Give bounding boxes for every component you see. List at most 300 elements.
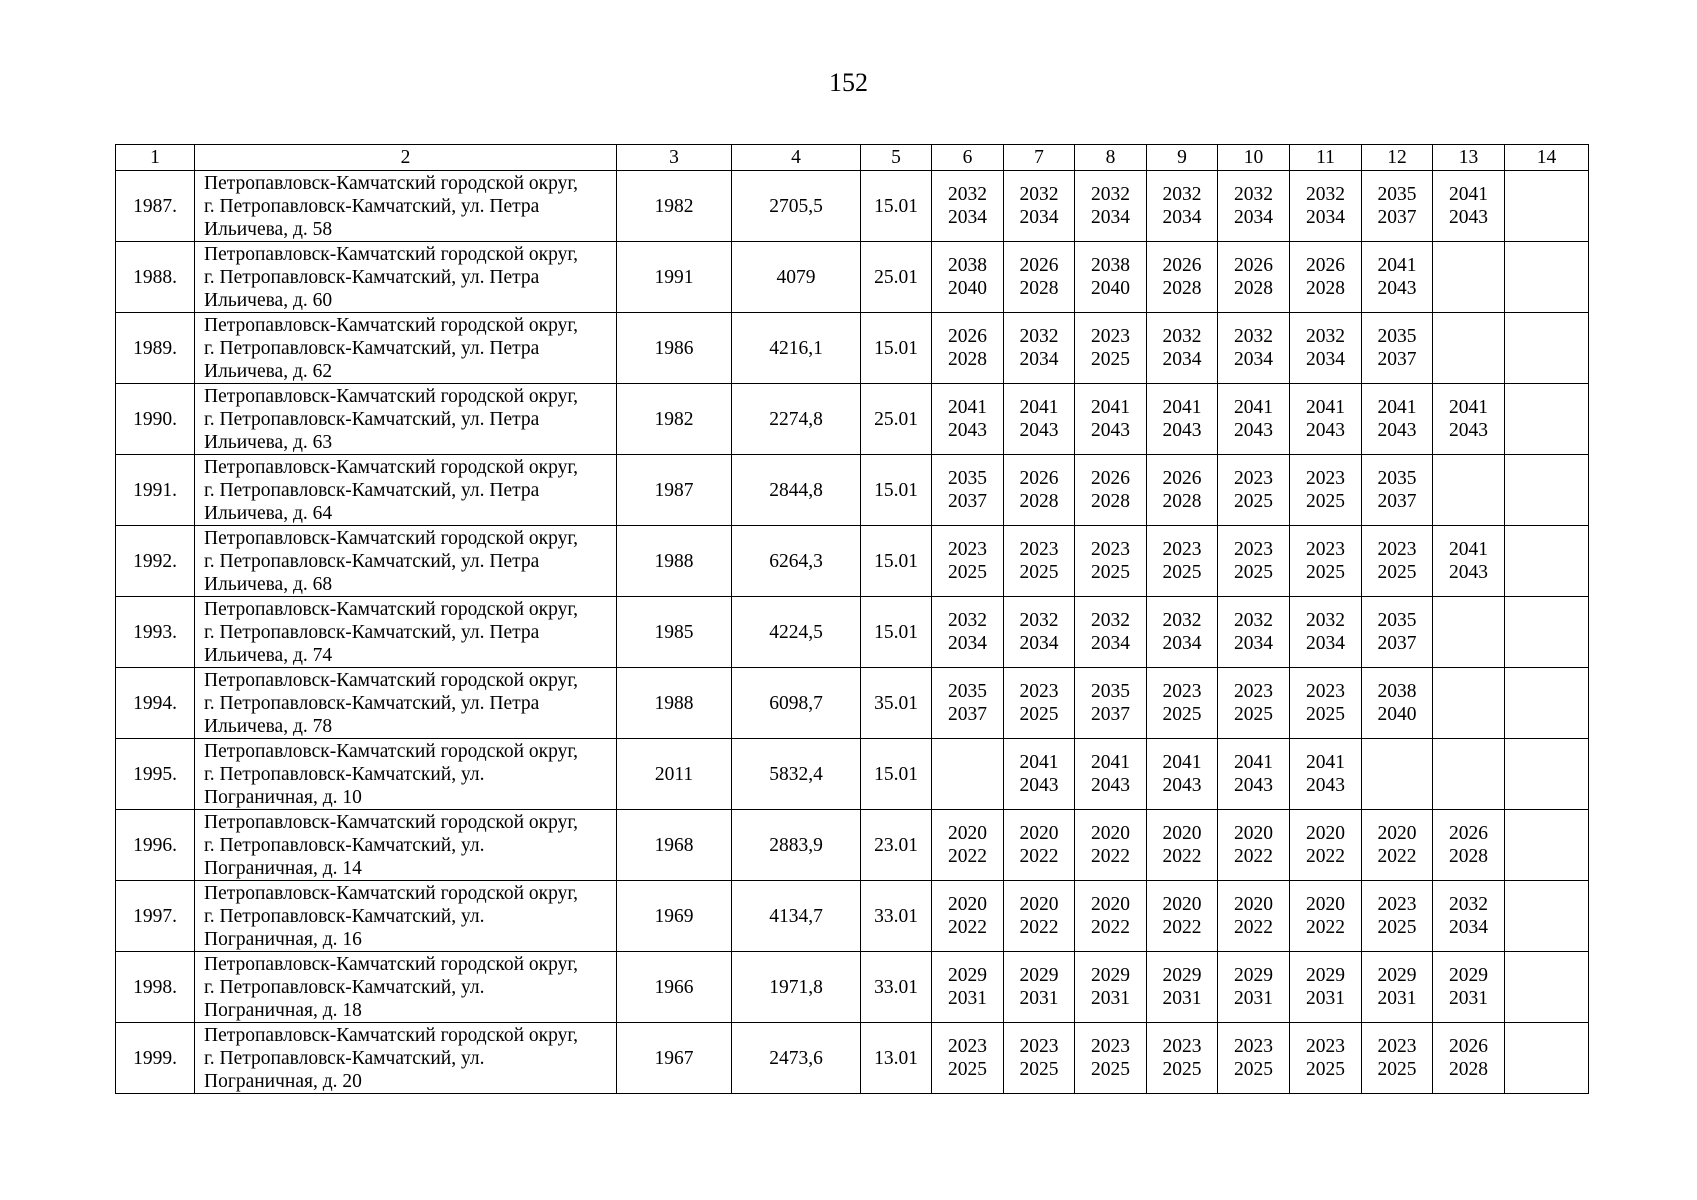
period-cell <box>1004 881 1075 952</box>
period-cell <box>1290 1023 1362 1094</box>
period-start-year: 2035 <box>1091 681 1130 702</box>
period-end-year: 2043 <box>1019 775 1059 796</box>
address-line: г. Петропавловск-Камчатский, ул. <box>204 976 485 998</box>
period-end-year: 2022 <box>1019 917 1059 938</box>
column-header: 5 <box>861 145 932 171</box>
period-cell <box>1290 597 1362 668</box>
period-end-year: 2043 <box>1306 775 1345 796</box>
period-start-year: 2032 <box>1162 184 1202 205</box>
table-row <box>116 668 1589 739</box>
row-number-cell: 1998. <box>116 952 195 1023</box>
period-start-year: 2026 <box>1162 255 1202 276</box>
period-cell <box>1004 526 1075 597</box>
period-end-year: 2034 <box>1306 349 1345 370</box>
address-line: Петропавловск-Камчатский городской округ, <box>204 456 579 478</box>
address-line: г. Петропавловск-Камчатский, ул. Петра <box>204 479 540 501</box>
table-row <box>116 597 1589 668</box>
period-end-year: 2043 <box>1449 420 1488 441</box>
period-end-year: 2043 <box>1306 420 1345 441</box>
code-cell: 15.01 <box>861 171 932 242</box>
period-cell <box>1362 526 1433 597</box>
period-end-year: 2022 <box>1377 846 1417 867</box>
period-start-year: 2020 <box>1306 823 1345 844</box>
period-start-year: 2026 <box>1306 255 1345 276</box>
period-cell <box>1505 1023 1589 1094</box>
table-row <box>116 242 1589 313</box>
period-cell <box>1433 384 1505 455</box>
period-end-year: 2022 <box>1162 846 1202 867</box>
address-line: Ильичева, д. 74 <box>204 644 333 666</box>
period-end-year: 2034 <box>1162 349 1202 370</box>
period-cell <box>932 526 1004 597</box>
address-line: Петропавловск-Камчатский городской округ, <box>204 172 579 194</box>
address-line: г. Петропавловск-Камчатский, ул. <box>204 905 485 927</box>
code-cell: 25.01 <box>861 384 932 455</box>
code-cell: 25.01 <box>861 242 932 313</box>
period-start-year: 2029 <box>1019 965 1059 986</box>
code-cell: 15.01 <box>861 526 932 597</box>
address-line: Петропавловск-Камчатский городской округ, <box>204 953 579 975</box>
period-start-year: 2041 <box>948 397 987 418</box>
column-header: 14 <box>1505 145 1589 171</box>
column-header: 2 <box>195 145 617 171</box>
period-start-year: 2032 <box>1019 326 1059 347</box>
period-end-year: 2031 <box>948 988 987 1009</box>
period-end-year: 2022 <box>1019 846 1059 867</box>
period-start-year: 2032 <box>948 610 987 631</box>
column-header: 3 <box>617 145 732 171</box>
address-line: Пограничная, д. 10 <box>204 786 362 808</box>
period-start-year: 2032 <box>1306 326 1345 347</box>
period-cell <box>1433 739 1505 810</box>
code-cell: 23.01 <box>861 810 932 881</box>
period-start-year: 2032 <box>1162 610 1202 631</box>
period-cell <box>1147 668 1218 739</box>
period-cell <box>932 810 1004 881</box>
address-cell <box>195 597 617 668</box>
period-cell <box>1505 597 1589 668</box>
period-start-year: 2029 <box>1449 965 1488 986</box>
row-number-cell: 1988. <box>116 242 195 313</box>
address-line: Пограничная, д. 18 <box>204 999 362 1021</box>
row-number-cell: 1994. <box>116 668 195 739</box>
address-cell <box>195 455 617 526</box>
period-end-year: 2031 <box>1162 988 1202 1009</box>
period-start-year: 2020 <box>1091 823 1130 844</box>
area-cell: 2883,9 <box>732 810 861 881</box>
period-start-year: 2023 <box>1306 1036 1345 1057</box>
period-end-year: 2043 <box>1449 207 1488 228</box>
period-cell <box>1433 1023 1505 1094</box>
period-start-year: 2041 <box>1377 255 1417 276</box>
period-start-year: 2041 <box>1306 752 1345 773</box>
column-header: 4 <box>732 145 861 171</box>
address-line: г. Петропавловск-Камчатский, ул. Петра <box>204 266 540 288</box>
period-cell <box>1290 242 1362 313</box>
row-number-cell: 1992. <box>116 526 195 597</box>
period-end-year: 2043 <box>1377 278 1417 299</box>
period-start-year: 2020 <box>1019 894 1059 915</box>
code-cell: 15.01 <box>861 455 932 526</box>
period-cell <box>1218 526 1290 597</box>
column-header: 12 <box>1362 145 1433 171</box>
period-start-year: 2035 <box>1377 468 1417 489</box>
area-cell: 4224,5 <box>732 597 861 668</box>
build-year-cell: 2011 <box>617 739 732 810</box>
period-start-year: 2041 <box>1449 184 1488 205</box>
address-cell <box>195 384 617 455</box>
period-start-year: 2023 <box>1091 539 1130 560</box>
code-cell: 15.01 <box>861 313 932 384</box>
period-cell <box>932 384 1004 455</box>
period-cell <box>1218 242 1290 313</box>
period-start-year: 2023 <box>1234 1036 1273 1057</box>
period-cell <box>1075 881 1147 952</box>
period-start-year: 2041 <box>1234 397 1273 418</box>
period-cell <box>1218 384 1290 455</box>
period-cell <box>1147 597 1218 668</box>
period-cell <box>1075 313 1147 384</box>
period-start-year: 2023 <box>1377 894 1417 915</box>
period-cell <box>1290 952 1362 1023</box>
period-cell <box>1362 952 1433 1023</box>
period-end-year: 2028 <box>1234 278 1273 299</box>
period-start-year: 2026 <box>1162 468 1202 489</box>
address-line: Петропавловск-Камчатский городской округ, <box>204 811 579 833</box>
period-cell <box>1433 526 1505 597</box>
period-start-year: 2035 <box>948 468 987 489</box>
build-year-cell: 1967 <box>617 1023 732 1094</box>
table-row <box>116 455 1589 526</box>
period-end-year: 2031 <box>1449 988 1488 1009</box>
period-cell <box>1218 739 1290 810</box>
period-start-year: 2020 <box>1377 823 1417 844</box>
period-end-year: 2031 <box>1306 988 1345 1009</box>
period-cell <box>1362 739 1433 810</box>
row-number-cell: 1990. <box>116 384 195 455</box>
code-cell: 33.01 <box>861 952 932 1023</box>
period-end-year: 2025 <box>1091 1059 1130 1080</box>
period-start-year: 2023 <box>1162 539 1202 560</box>
period-cell <box>1505 810 1589 881</box>
build-year-cell: 1969 <box>617 881 732 952</box>
period-end-year: 2031 <box>1019 988 1059 1009</box>
period-cell <box>932 952 1004 1023</box>
period-start-year: 2023 <box>1162 1036 1202 1057</box>
address-line: г. Петропавловск-Камчатский, ул. Петра <box>204 621 540 643</box>
period-cell <box>1218 455 1290 526</box>
address-line: Петропавловск-Камчатский городской округ, <box>204 740 579 762</box>
period-cell <box>1290 171 1362 242</box>
table-row <box>116 526 1589 597</box>
period-cell <box>1218 668 1290 739</box>
period-start-year: 2032 <box>1162 326 1202 347</box>
period-end-year: 2037 <box>948 491 987 512</box>
code-cell: 15.01 <box>861 739 932 810</box>
address-line: Петропавловск-Камчатский городской округ, <box>204 243 579 265</box>
period-cell <box>1362 597 1433 668</box>
period-cell <box>1362 171 1433 242</box>
period-end-year: 2034 <box>1162 633 1202 654</box>
period-start-year: 2023 <box>948 1036 987 1057</box>
period-cell <box>1505 455 1589 526</box>
code-cell: 33.01 <box>861 881 932 952</box>
period-end-year: 2043 <box>1234 420 1273 441</box>
period-start-year: 2032 <box>1306 610 1345 631</box>
address-line: Пограничная, д. 20 <box>204 1070 362 1092</box>
address-line: г. Петропавловск-Камчатский, ул. <box>204 763 485 785</box>
period-end-year: 2025 <box>1377 1059 1417 1080</box>
period-end-year: 2025 <box>1091 349 1130 370</box>
housing-registry-table <box>115 144 1589 1094</box>
period-start-year: 2032 <box>1091 184 1130 205</box>
period-start-year: 2023 <box>1234 681 1273 702</box>
period-end-year: 2040 <box>1377 704 1417 725</box>
period-cell <box>1075 455 1147 526</box>
period-end-year: 2034 <box>1162 207 1202 228</box>
period-cell <box>1147 384 1218 455</box>
period-cell <box>1075 952 1147 1023</box>
period-cell <box>932 739 1004 810</box>
address-line: Ильичева, д. 68 <box>204 573 333 595</box>
period-end-year: 2025 <box>1019 1059 1059 1080</box>
period-cell <box>1004 810 1075 881</box>
period-end-year: 2025 <box>1162 562 1202 583</box>
period-end-year: 2028 <box>1091 491 1130 512</box>
period-cell <box>1433 242 1505 313</box>
period-end-year: 2031 <box>1234 988 1273 1009</box>
area-cell: 5832,4 <box>732 739 861 810</box>
period-start-year: 2041 <box>1162 752 1202 773</box>
period-cell <box>1004 668 1075 739</box>
period-cell <box>932 597 1004 668</box>
period-cell <box>1218 881 1290 952</box>
period-end-year: 2031 <box>1377 988 1417 1009</box>
table-body <box>116 171 1589 1094</box>
address-cell <box>195 952 617 1023</box>
period-cell <box>1218 313 1290 384</box>
period-end-year: 2034 <box>1019 633 1059 654</box>
period-start-year: 2032 <box>1306 184 1345 205</box>
address-line: Ильичева, д. 62 <box>204 360 333 382</box>
period-cell <box>1218 952 1290 1023</box>
row-number-cell: 1995. <box>116 739 195 810</box>
area-cell: 4134,7 <box>732 881 861 952</box>
period-start-year: 2041 <box>1306 397 1345 418</box>
period-start-year: 2035 <box>1377 184 1417 205</box>
period-cell <box>1075 668 1147 739</box>
period-end-year: 2022 <box>1306 917 1345 938</box>
period-cell <box>1362 455 1433 526</box>
address-cell <box>195 810 617 881</box>
period-end-year: 2022 <box>1234 846 1273 867</box>
address-line: г. Петропавловск-Камчатский, ул. Петра <box>204 408 540 430</box>
period-start-year: 2020 <box>1162 894 1202 915</box>
code-cell: 13.01 <box>861 1023 932 1094</box>
period-end-year: 2025 <box>948 1059 987 1080</box>
period-cell <box>1290 313 1362 384</box>
period-cell <box>1433 455 1505 526</box>
table-row <box>116 810 1589 881</box>
period-end-year: 2037 <box>1091 704 1130 725</box>
period-start-year: 2032 <box>948 184 987 205</box>
period-cell <box>932 171 1004 242</box>
period-end-year: 2028 <box>1162 278 1202 299</box>
build-year-cell: 1985 <box>617 597 732 668</box>
build-year-cell: 1988 <box>617 526 732 597</box>
period-start-year: 2041 <box>1019 752 1059 773</box>
period-cell <box>1004 1023 1075 1094</box>
period-cell <box>1362 313 1433 384</box>
period-start-year: 2041 <box>1091 397 1130 418</box>
period-cell <box>1362 384 1433 455</box>
period-cell <box>1075 739 1147 810</box>
address-cell <box>195 881 617 952</box>
period-start-year: 2023 <box>1377 539 1417 560</box>
period-end-year: 2034 <box>1306 207 1345 228</box>
period-cell <box>1433 597 1505 668</box>
period-start-year: 2026 <box>1019 255 1059 276</box>
address-line: Ильичева, д. 60 <box>204 289 333 311</box>
period-cell <box>932 881 1004 952</box>
period-start-year: 2038 <box>948 255 987 276</box>
period-start-year: 2023 <box>1306 468 1345 489</box>
period-cell <box>1075 597 1147 668</box>
period-end-year: 2025 <box>1234 704 1273 725</box>
period-end-year: 2037 <box>1377 633 1417 654</box>
period-start-year: 2041 <box>1091 752 1130 773</box>
period-cell <box>1004 952 1075 1023</box>
period-end-year: 2037 <box>1377 207 1417 228</box>
period-cell <box>1004 384 1075 455</box>
period-cell <box>1218 1023 1290 1094</box>
address-cell <box>195 313 617 384</box>
address-line: Петропавловск-Камчатский городской округ, <box>204 669 579 691</box>
period-cell <box>1362 668 1433 739</box>
period-end-year: 2022 <box>1091 846 1130 867</box>
period-cell <box>1075 171 1147 242</box>
period-cell <box>932 1023 1004 1094</box>
period-cell <box>1433 952 1505 1023</box>
period-end-year: 2043 <box>1162 420 1202 441</box>
code-cell: 15.01 <box>861 597 932 668</box>
period-cell <box>1433 313 1505 384</box>
period-cell <box>1147 171 1218 242</box>
period-start-year: 2023 <box>1019 1036 1059 1057</box>
period-start-year: 2029 <box>948 965 987 986</box>
period-cell <box>1147 313 1218 384</box>
period-end-year: 2025 <box>1162 704 1202 725</box>
row-number-cell: 1996. <box>116 810 195 881</box>
row-number-cell: 1997. <box>116 881 195 952</box>
address-line: Ильичева, д. 58 <box>204 218 333 240</box>
period-start-year: 2023 <box>1162 681 1202 702</box>
area-cell: 2274,8 <box>732 384 861 455</box>
period-start-year: 2020 <box>1234 823 1273 844</box>
address-line: Пограничная, д. 14 <box>204 857 362 879</box>
period-cell <box>1075 810 1147 881</box>
row-number-cell: 1991. <box>116 455 195 526</box>
period-cell <box>1004 171 1075 242</box>
address-line: Пограничная, д. 16 <box>204 928 362 950</box>
period-end-year: 2025 <box>1019 704 1059 725</box>
period-end-year: 2025 <box>1162 1059 1202 1080</box>
period-start-year: 2023 <box>1234 468 1273 489</box>
period-start-year: 2029 <box>1162 965 1202 986</box>
column-header: 10 <box>1218 145 1290 171</box>
period-end-year: 2034 <box>1306 633 1345 654</box>
build-year-cell: 1968 <box>617 810 732 881</box>
period-end-year: 2025 <box>1019 562 1059 583</box>
period-cell <box>1290 881 1362 952</box>
period-end-year: 2028 <box>1449 846 1488 867</box>
column-header: 6 <box>932 145 1004 171</box>
address-line: г. Петропавловск-Камчатский, ул. Петра <box>204 692 540 714</box>
period-end-year: 2043 <box>948 420 987 441</box>
period-end-year: 2034 <box>1091 207 1130 228</box>
period-start-year: 2041 <box>1162 397 1202 418</box>
address-cell <box>195 526 617 597</box>
address-cell <box>195 668 617 739</box>
period-end-year: 2034 <box>1019 349 1059 370</box>
period-cell <box>1218 597 1290 668</box>
period-start-year: 2023 <box>1019 539 1059 560</box>
period-end-year: 2025 <box>1306 1059 1345 1080</box>
period-cell <box>1505 313 1589 384</box>
area-cell: 6264,3 <box>732 526 861 597</box>
period-end-year: 2025 <box>1234 562 1273 583</box>
period-end-year: 2034 <box>1234 633 1273 654</box>
period-end-year: 2034 <box>948 633 987 654</box>
address-cell <box>195 739 617 810</box>
column-header: 8 <box>1075 145 1147 171</box>
period-start-year: 2032 <box>1091 610 1130 631</box>
column-header: 9 <box>1147 145 1218 171</box>
period-start-year: 2026 <box>1019 468 1059 489</box>
address-line: г. Петропавловск-Камчатский, ул. <box>204 1047 485 1069</box>
period-cell <box>1075 526 1147 597</box>
column-header: 1 <box>116 145 195 171</box>
table-row <box>116 1023 1589 1094</box>
period-end-year: 2043 <box>1019 420 1059 441</box>
period-start-year: 2026 <box>948 326 987 347</box>
area-cell: 2705,5 <box>732 171 861 242</box>
period-cell <box>1362 881 1433 952</box>
period-cell <box>1218 810 1290 881</box>
period-cell <box>1147 526 1218 597</box>
row-number-cell: 1993. <box>116 597 195 668</box>
address-line: г. Петропавловск-Камчатский, ул. Петра <box>204 195 540 217</box>
table-row <box>116 881 1589 952</box>
address-line: Петропавловск-Камчатский городской округ, <box>204 527 579 549</box>
period-cell <box>1505 952 1589 1023</box>
period-start-year: 2035 <box>1377 610 1417 631</box>
period-start-year: 2041 <box>1019 397 1059 418</box>
address-line: г. Петропавловск-Камчатский, ул. <box>204 834 485 856</box>
period-cell <box>1433 881 1505 952</box>
period-cell <box>1147 1023 1218 1094</box>
period-end-year: 2025 <box>1234 491 1273 512</box>
period-end-year: 2022 <box>1091 917 1130 938</box>
period-cell <box>1147 739 1218 810</box>
period-end-year: 2028 <box>1019 491 1059 512</box>
column-header: 7 <box>1004 145 1075 171</box>
area-cell: 4216,1 <box>732 313 861 384</box>
period-start-year: 2038 <box>1377 681 1417 702</box>
period-cell <box>932 313 1004 384</box>
period-end-year: 2025 <box>1377 917 1417 938</box>
period-end-year: 2037 <box>948 704 987 725</box>
